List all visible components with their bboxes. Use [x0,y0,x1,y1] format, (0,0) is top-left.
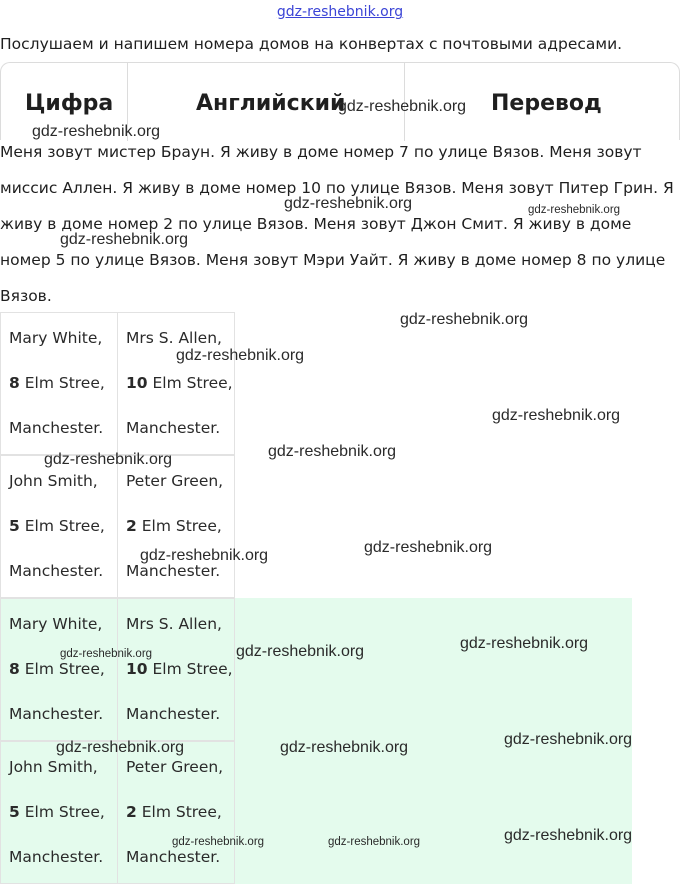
street-name: Elm Stree, [19,374,105,392]
watermark: gdz-reshebnik.org [60,648,153,660]
watermark: gdz-reshebnik.org [528,204,621,216]
envelope-address-card [117,312,235,455]
house-number: 2 [126,803,137,821]
envelope-row-highlighted [0,598,632,741]
street-name: Elm Stree, [19,660,105,678]
envelope-address-card [0,741,118,884]
transcript-line: номер 5 по улице Вязов. Меня зовут Мэри Уайт. Я живу в доме номер 8 по улице [0,251,666,269]
watermark: gdz-reshebnik.org [56,739,185,756]
envelope-address-card [0,598,118,741]
watermark: gdz-reshebnik.org [172,836,265,848]
task-instruction: Послушаем и напишем номера домов на конвертах с почтовыми адресами. [0,35,623,53]
envelope-address-card [117,455,235,598]
street-name: Elm Stree, [147,374,233,392]
house-number: 2 [126,517,137,535]
house-number: 5 [9,803,20,821]
street-name: Elm Stree, [147,660,233,678]
recipient-name: John Smith, [9,758,98,776]
recipient-name: Peter Green, [126,758,224,776]
house-number: 10 [126,374,148,392]
house-number: 8 [9,660,20,678]
watermark: gdz-reshebnik.org [364,539,493,556]
street-name: Elm Stree, [136,803,222,821]
street-line [126,660,233,678]
envelope-address-card [0,312,118,455]
watermark: gdz-reshebnik.org [504,731,633,748]
watermark: gdz-reshebnik.org [280,739,409,756]
street-line [126,803,222,821]
envelope-address-card [0,455,118,598]
site-header-link[interactable]: gdz-reshebnik.org [276,4,404,20]
city-name: Manchester. [126,562,221,580]
envelope-row [0,455,236,598]
watermark: gdz-reshebnik.org [60,231,189,248]
city-name: Manchester. [126,419,221,437]
column-header-digit: Цифра [25,91,114,116]
recipient-name: Mary White, [9,615,103,633]
city-name: Manchester. [9,705,104,723]
city-name: Manchester. [9,848,104,866]
street-line [126,374,233,392]
transcript-line: Меня зовут мистер Браун. Я живу в доме номер 7 по улице Вязов. Меня зовут [0,143,642,161]
column-header-english: Английский [196,91,346,116]
street-name: Elm Stree, [136,517,222,535]
transcript-line: миссис Аллен. Я живу в доме номер 10 по улице Вязов. Меня зовут Питер Грин. Я [0,179,674,197]
recipient-name: Peter Green, [126,472,224,490]
street-name: Elm Stree, [19,517,105,535]
envelope-address-card [117,598,235,741]
watermark: gdz-reshebnik.org [460,635,589,652]
city-name: Manchester. [126,848,221,866]
envelope-row-highlighted [0,741,632,884]
street-line [126,517,222,535]
recipient-name: Mary White, [9,329,103,347]
watermark: gdz-reshebnik.org [328,836,421,848]
house-number: 10 [126,660,148,678]
house-number: 8 [9,374,20,392]
watermark: gdz-reshebnik.org [284,195,413,212]
listening-transcript [0,134,680,314]
watermark: gdz-reshebnik.org [140,547,269,564]
city-name: Manchester. [126,705,221,723]
recipient-name: John Smith, [9,472,98,490]
watermark: gdz-reshebnik.org [176,347,305,364]
recipient-name: Mrs S. Allen, [126,615,222,633]
watermark: gdz-reshebnik.org [44,451,173,468]
watermark: gdz-reshebnik.org [492,407,621,424]
street-line [9,374,105,392]
watermark: gdz-reshebnik.org [32,123,161,140]
watermark: gdz-reshebnik.org [236,643,365,660]
watermark: gdz-reshebnik.org [268,443,397,460]
watermark: gdz-reshebnik.org [400,311,529,328]
watermark: gdz-reshebnik.org [338,98,467,115]
transcript-line: Вязов. [0,287,52,305]
envelope-address-card [117,741,235,884]
street-name: Elm Stree, [19,803,105,821]
street-line [9,517,105,535]
street-line [9,803,105,821]
watermark: gdz-reshebnik.org [504,827,633,844]
house-number: 5 [9,517,20,535]
street-line [9,660,105,678]
city-name: Manchester. [9,562,104,580]
transcript-line: живу в доме номер 2 по улице Вязов. Меня зовут Джон Смит. Я живу в доме [0,215,632,233]
recipient-name: Mrs S. Allen, [126,329,222,347]
column-header-translation: Перевод [491,91,602,116]
envelope-row [0,312,236,455]
city-name: Manchester. [9,419,104,437]
